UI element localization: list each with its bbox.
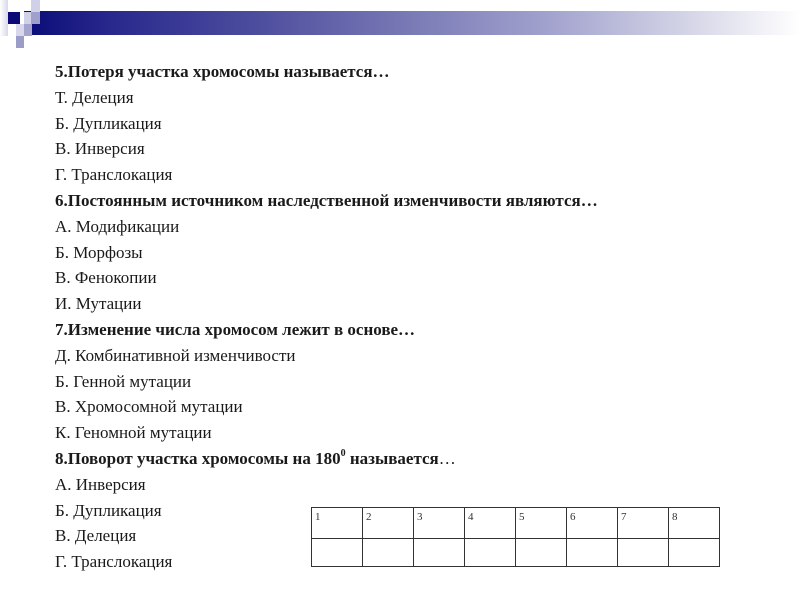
answer-cell bbox=[516, 539, 567, 567]
question-number: 6. bbox=[55, 190, 68, 210]
option: К. Геномной мутации bbox=[55, 423, 212, 443]
option: Г. Транслокация bbox=[55, 165, 173, 185]
degree-superscript: 0 bbox=[340, 448, 346, 460]
answer-cell bbox=[567, 539, 618, 567]
option: Б. Генной мутации bbox=[55, 371, 192, 391]
decor-square bbox=[16, 24, 24, 36]
header-gradient-bar bbox=[24, 11, 800, 35]
option: В. Хромосомной мутации bbox=[55, 397, 243, 417]
decor-square bbox=[24, 24, 32, 36]
question-6 bbox=[55, 188, 775, 214]
question-7 bbox=[55, 317, 775, 343]
question-text: Потеря участка хромосомы называется… bbox=[67, 62, 390, 81]
answer-table-header-row bbox=[312, 508, 720, 539]
option: В. Инверсия bbox=[55, 139, 145, 159]
question-8 bbox=[55, 446, 775, 472]
answer-table-header-cell: 8 bbox=[669, 508, 720, 539]
option: Б. Дупликация bbox=[55, 500, 162, 520]
option: Т. Делеция bbox=[55, 87, 134, 107]
decor-square bbox=[8, 12, 20, 24]
question-number: 8. bbox=[55, 448, 68, 468]
answer-table-header-cell: 3 bbox=[414, 508, 465, 539]
option: А. Модификации bbox=[55, 216, 180, 236]
quiz-content bbox=[55, 59, 775, 575]
answer-cell bbox=[363, 539, 414, 567]
decor-square bbox=[31, 12, 40, 24]
decor-square bbox=[0, 0, 8, 36]
answer-table-answer-row bbox=[312, 539, 720, 567]
question-number: 7. bbox=[55, 319, 68, 339]
question-text: Изменение числа хромосом лежит в основе… bbox=[67, 319, 416, 339]
answer-table-header-cell: 7 bbox=[618, 508, 669, 539]
question-5 bbox=[55, 59, 775, 85]
answer-table-header-cell: 2 bbox=[363, 508, 414, 539]
answer-cell bbox=[669, 539, 720, 567]
option: А. Инверсия bbox=[55, 474, 146, 494]
option: Б. Морфозы bbox=[55, 242, 143, 262]
question-ellipsis: … bbox=[438, 448, 456, 468]
answer-cell bbox=[414, 539, 465, 567]
decor-square bbox=[31, 0, 40, 12]
answer-cell bbox=[312, 539, 363, 567]
question-text: называется bbox=[345, 448, 439, 468]
answer-table-header-cell: 1 bbox=[312, 508, 363, 539]
option: В. Фенокопии bbox=[55, 268, 157, 288]
question-text: Поворот участка хромосомы на 180 bbox=[67, 448, 341, 468]
option: В. Делеция bbox=[55, 526, 137, 546]
option: Д. Комбинативной изменчивости bbox=[55, 345, 296, 365]
answer-table bbox=[311, 507, 720, 567]
decor-square bbox=[16, 36, 24, 48]
option: Г. Транслокация bbox=[55, 552, 173, 572]
question-text: Постоянным источником наследственной изменчивости являются… bbox=[67, 190, 598, 210]
answer-table-header-cell: 6 bbox=[567, 508, 618, 539]
question-number: 5. bbox=[55, 62, 68, 81]
option: И. Мутации bbox=[55, 294, 142, 314]
option: Б. Дупликация bbox=[55, 113, 162, 133]
answer-cell bbox=[618, 539, 669, 567]
answer-table-header-cell: 5 bbox=[516, 508, 567, 539]
answer-cell bbox=[465, 539, 516, 567]
answer-table-header-cell: 4 bbox=[465, 508, 516, 539]
